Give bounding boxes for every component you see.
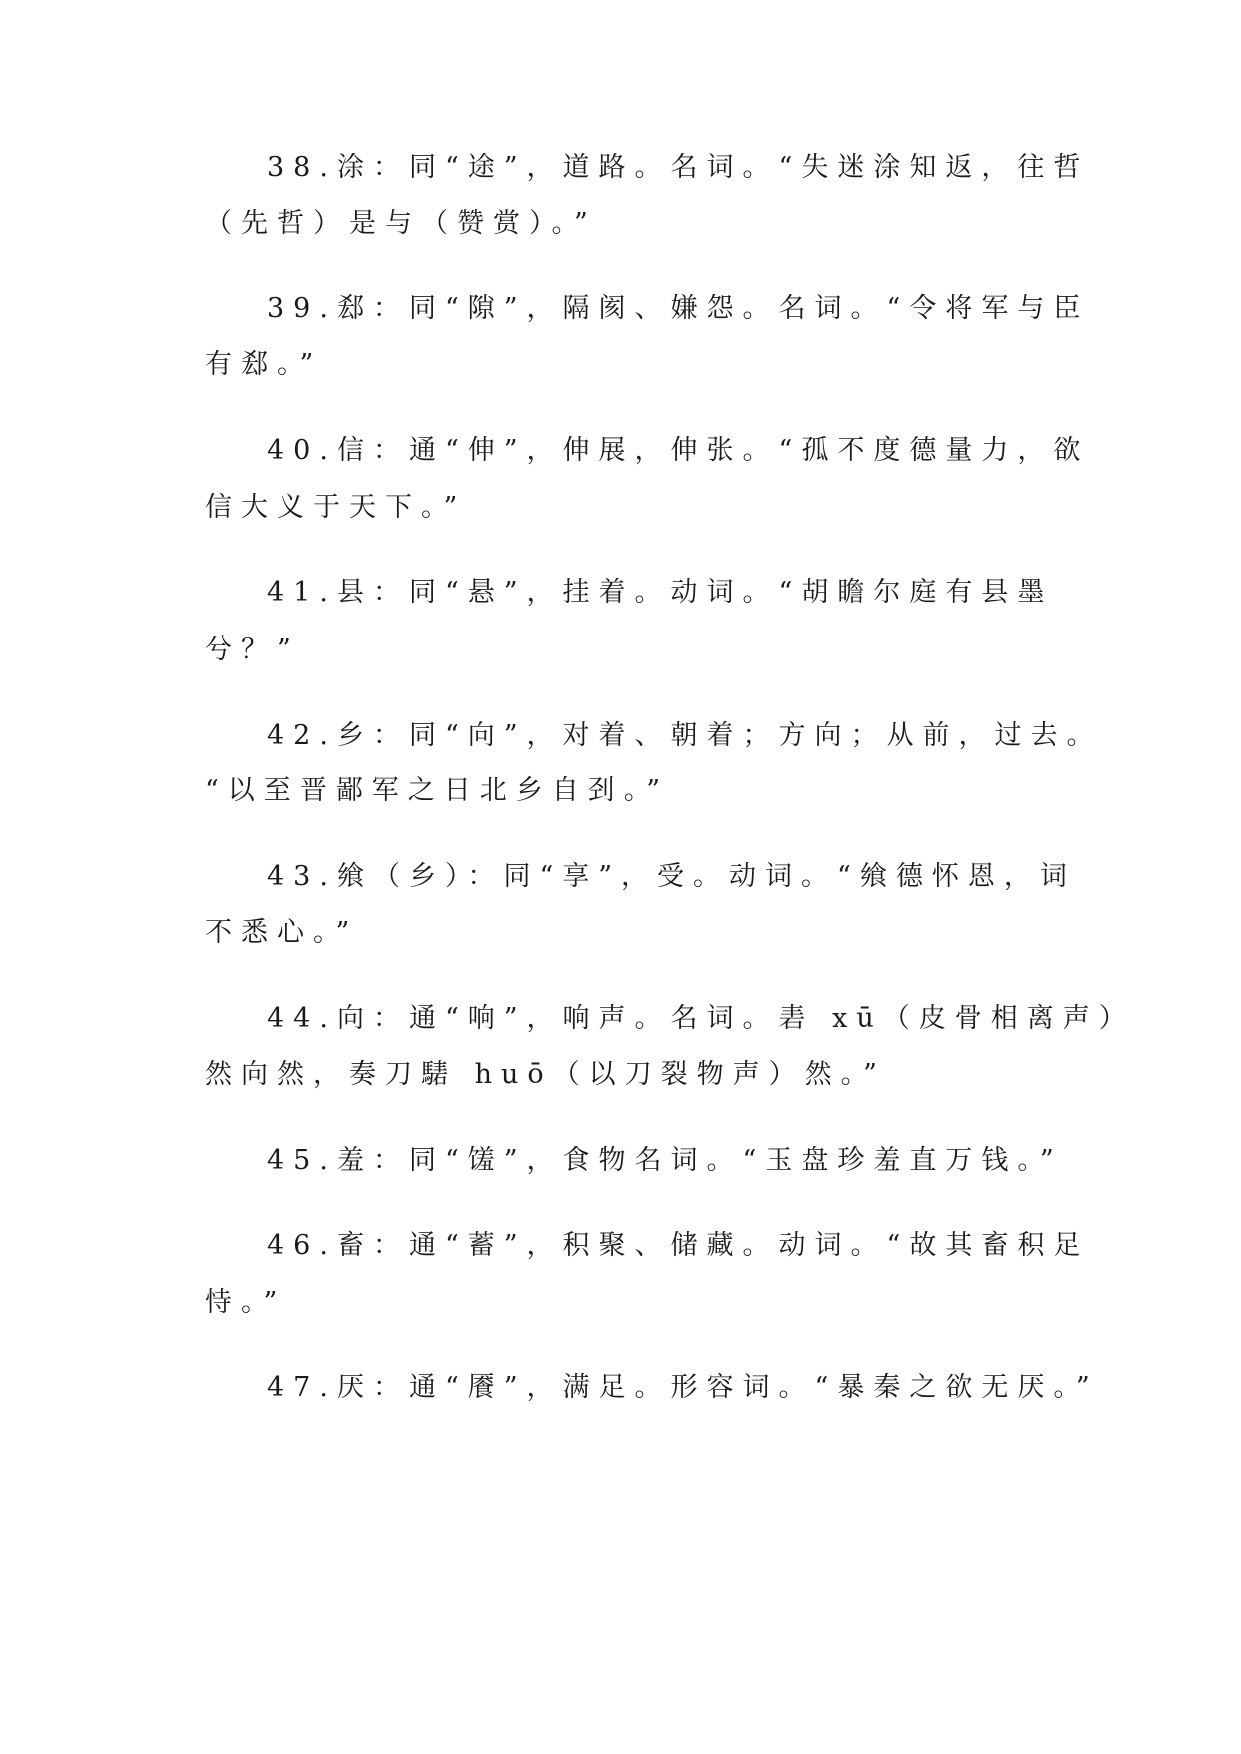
entry-40-line-2: 信大义于天下。” (205, 492, 467, 523)
entry-39-line-2: 有郄。” (205, 349, 323, 380)
entry-39-line-1: 39.郄：同“隙”，隔阂、嫌怨。名词。“令将军与臣 (267, 293, 1090, 324)
entry-45-line-1: 45.羞：同“馐”，食物名词。“玉盘珍羞直万钱。” (267, 1145, 1063, 1176)
entry-44-line-2: 然向然，奏刀騞 huō（以刀裂物声）然。” (205, 1059, 886, 1090)
entry-38-line-2: （先哲）是与（赞赏）。” (205, 208, 597, 239)
entry-42-line-2: “以至晋鄙军之日北乡自刭。” (205, 775, 670, 806)
entry-42-line-1: 42.乡：同“向”，对着、朝着；方向；从前，过去。 (267, 720, 1103, 751)
entry-40-line-1: 40.信：通“伸”，伸展，伸张。“孤不度德量力，欲 (267, 435, 1090, 466)
entry-46-line-2: 恃。” (205, 1287, 287, 1318)
entry-38-line-1: 38.涂：同“途”，道路。名词。“失迷涂知返，往哲 (267, 152, 1090, 183)
entry-41-line-1: 41.县：同“悬”，挂着。动词。“胡瞻尔庭有县墨 (267, 577, 1054, 608)
entry-44-line-1: 44.向：通“响”，响声。名词。砉 xū（皮骨相离声） (267, 1003, 1135, 1034)
entry-43-line-2: 不悉心。” (205, 917, 359, 948)
entry-46-line-1: 46.畜：通“蓄”，积聚、储藏。动词。“故其畜积足 (267, 1230, 1090, 1261)
entry-43-line-1: 43.飨（乡）：同“享”，受。动词。“飨德怀恩，词 (267, 861, 1076, 892)
entry-41-line-2: 兮？” (205, 634, 300, 665)
entry-47-line-1: 47.厌：通“餍”，满足。形容词。“暴秦之欲无厌。” (267, 1372, 1099, 1403)
